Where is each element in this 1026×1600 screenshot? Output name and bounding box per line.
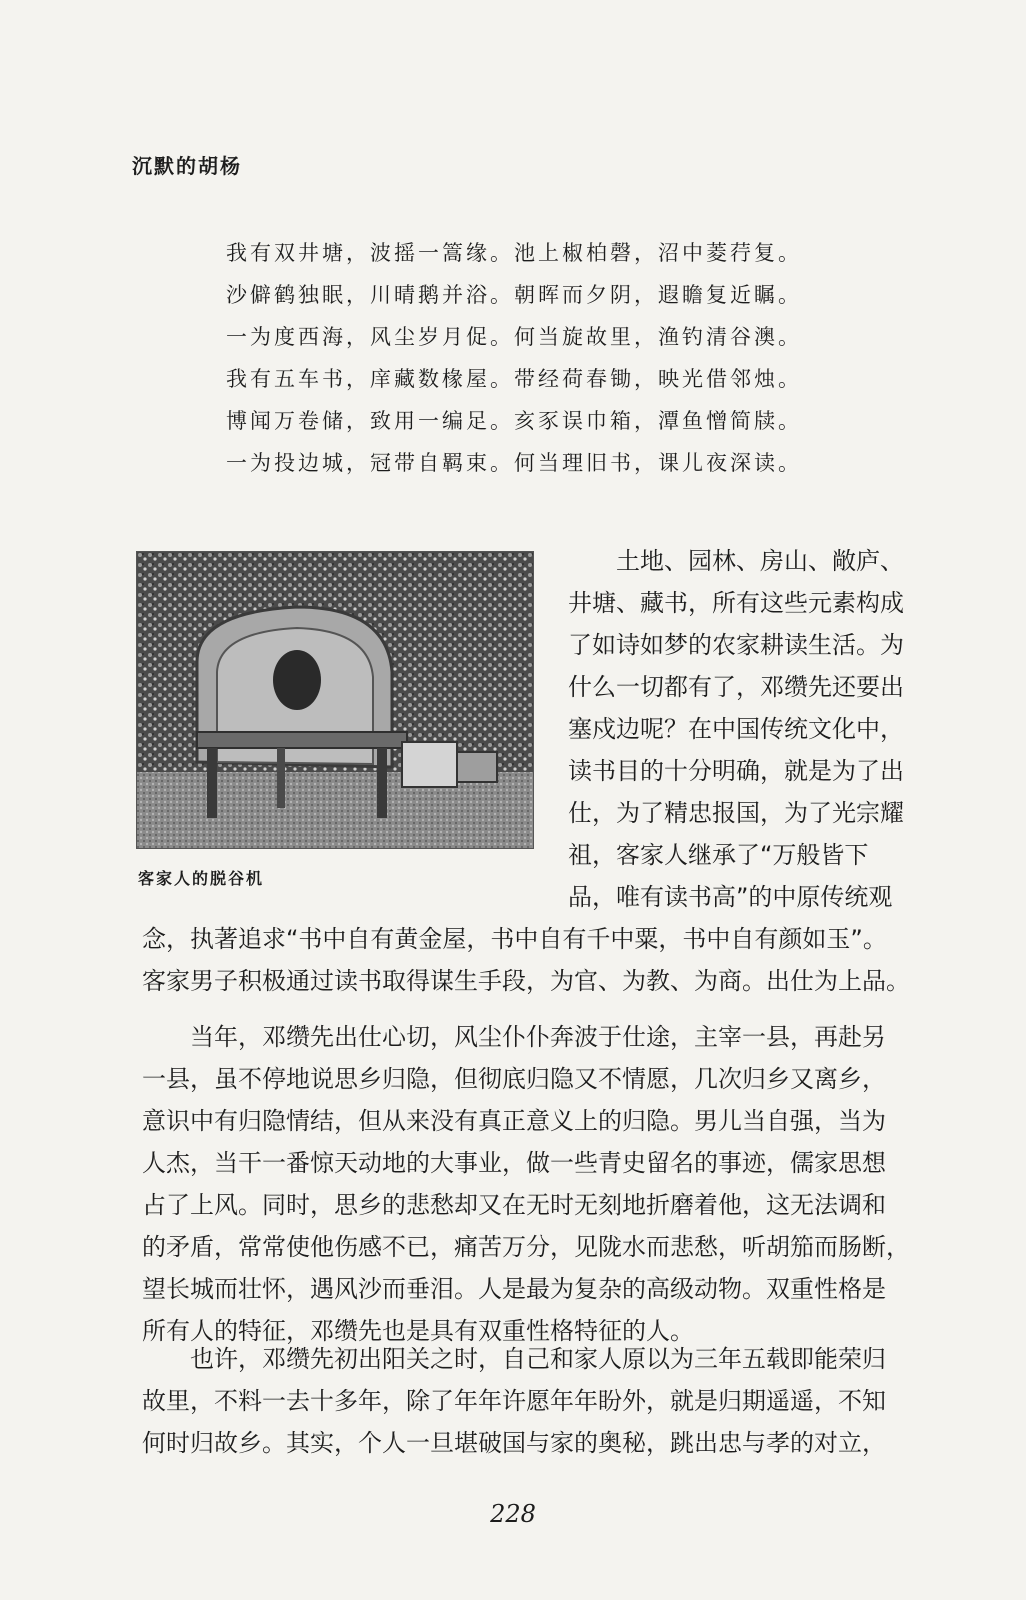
text-line: 了如诗如梦的农家耕读生活。为 <box>568 631 904 659</box>
figure-caption: 客家人的脱谷机 <box>138 869 265 888</box>
text-line: 祖，客家人继承了“万般皆下 <box>568 841 869 869</box>
poem-line: 一为度西海，风尘岁月促。何当旋故里，渔钓清谷澳。 <box>226 325 802 349</box>
running-header: 沉默的胡杨 <box>132 154 242 178</box>
text-line: 塞戍边呢？在中国传统文化中， <box>568 715 904 743</box>
text-line: 占了上风。同时，思乡的悲愁却又在无时无刻地折磨着他，这无法调和 <box>142 1191 886 1219</box>
text-line: 客家男子积极通过读书取得谋生手段，为官、为教、为商。出仕为上品。 <box>142 967 910 995</box>
text-line: 念，执著追求“书中自有黄金屋，书中自有千中粟，书中自有颜如玉”。 <box>142 925 887 953</box>
text-line: 也许，邓缵先初出阳关之时，自己和家人原以为三年五载即能荣归 <box>190 1345 886 1373</box>
text-line: 一县，虽不停地说思乡归隐，但彻底归隐又不情愿，几次归乡又离乡， <box>142 1065 886 1093</box>
text-line: 故里，不料一去十多年，除了年年许愿年年盼外，就是归期遥遥，不知 <box>142 1387 886 1415</box>
paragraph-1-continued <box>142 918 910 1002</box>
photo-illustration <box>137 552 533 848</box>
paragraph-2 <box>142 1016 910 1352</box>
poem-line: 博闻万卷储，致用一编足。亥豕误巾箱，潭鱼憎简牍。 <box>226 409 802 433</box>
text-line: 读书目的十分明确，就是为了出 <box>568 757 904 785</box>
text-line: 的矛盾，常常使他伤感不已，痛苦万分，见陇水而悲愁，听胡笳而肠断， <box>142 1233 910 1261</box>
text-line: 望长城而壮怀，遇风沙而垂泪。人是最为复杂的高级动物。双重性格是 <box>142 1275 886 1303</box>
text-line: 意识中有归隐情结，但从来没有真正意义上的归隐。男儿当自强，当为 <box>142 1107 886 1135</box>
text-line: 人杰，当干一番惊天动地的大事业，做一些青史留名的事迹，儒家思想 <box>142 1149 886 1177</box>
paragraph-1-wrapped <box>568 540 908 918</box>
text-line: 品，唯有读书高”的中原传统观 <box>568 883 893 911</box>
threshing-machine-photo <box>136 551 534 849</box>
page-number: 228 <box>490 1500 536 1528</box>
text-line: 何时归故乡。其实，个人一旦堪破国与家的奥秘，跳出忠与孝的对立， <box>142 1429 886 1457</box>
text-line: 仕，为了精忠报国，为了光宗耀 <box>568 799 904 827</box>
poem-line: 沙僻鹤独眠，川晴鹅并浴。朝晖而夕阴，遐瞻复近瞩。 <box>226 283 802 307</box>
text-line: 当年，邓缵先出仕心切，风尘仆仆奔波于仕途，主宰一县，再赴另 <box>190 1023 886 1051</box>
poem-block <box>226 232 826 484</box>
poem-line: 我有双井塘，波摇一篙缘。池上椒柏磬，沼中菱荇复。 <box>226 241 802 265</box>
text-line: 井塘、藏书，所有这些元素构成 <box>568 589 904 617</box>
text-line: 土地、园林、房山、敞庐、 <box>616 547 904 575</box>
paragraph-3 <box>142 1338 902 1464</box>
text-line: 所有人的特征，邓缵先也是具有双重性格特征的人。 <box>142 1317 694 1345</box>
poem-line: 一为投边城，冠带自羁束。何当理旧书，课儿夜深读。 <box>226 451 802 475</box>
text-line: 什么一切都有了，邓缵先还要出 <box>568 673 904 701</box>
poem-line: 我有五车书，庠藏数椽屋。带经荷春锄，映光借邻烛。 <box>226 367 802 391</box>
